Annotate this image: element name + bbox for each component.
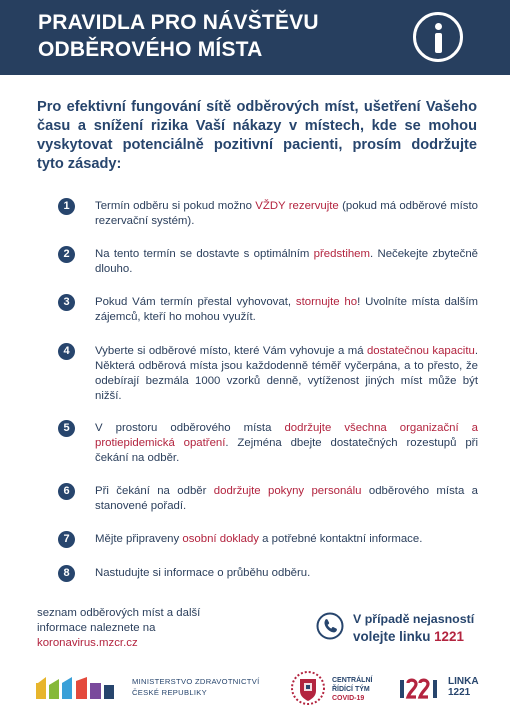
rule-number-badge: 2	[58, 246, 75, 263]
rule-highlight: dodržujte všechna organizační a protiepidemická opatření	[95, 422, 478, 449]
crt-name	[332, 676, 402, 703]
rule-text-part: odběrového místa a stanovené pořadí.	[95, 485, 478, 512]
header-banner	[0, 0, 510, 75]
footer-info-line-1: seznam odběrových míst a další	[37, 607, 201, 619]
rule-text-part: ! Uvolníte místa dalším zájemců, kteří ho mohou využít.	[95, 296, 479, 323]
crt-line-3: COVID-19	[332, 695, 365, 702]
linka-logo-icon	[398, 677, 444, 701]
rule-number-badge: 1	[58, 198, 75, 215]
rule-number-badge: 5	[58, 420, 75, 437]
rule-highlight: osobní doklady	[182, 533, 260, 545]
hotline-number[interactable]: 1221	[434, 629, 464, 644]
rule-text	[95, 247, 478, 277]
rule-number-badge: 6	[58, 483, 75, 500]
linka-line-2: 1221	[448, 687, 471, 698]
ministry-line-2: ČESKÉ REPUBLIKY	[132, 688, 207, 697]
rule-text	[95, 566, 478, 581]
rule-text-part: . Některá odběrová místa jsou každodenně téměř vyčerpána, a to přesto, že odebírají bezmála 1000 vzorků denně, vytíženost jiných míst může být nižší.	[95, 345, 478, 402]
hotline-line-2	[353, 628, 483, 645]
ministry-line-1: MINISTERSTVO ZDRAVOTNICTVÍ	[132, 677, 260, 686]
crest-icon	[290, 669, 326, 707]
rule-text-part: a potřebné kontaktní informace.	[259, 533, 423, 545]
rule-text-part: Mějte připraveny	[95, 533, 183, 545]
rule-highlight: předstihem	[313, 248, 371, 260]
page-title	[38, 9, 418, 63]
rule-highlight: VŽDY rezervujte	[255, 200, 339, 212]
ministry-name	[132, 676, 282, 698]
phone-icon	[316, 612, 344, 640]
linka-name	[448, 676, 498, 698]
rule-text-part: Při čekání na odběr	[95, 485, 214, 497]
crt-line-1: CENTRÁLNÍ	[332, 677, 373, 684]
rule-text-part: Pokud Vám termín přestal vyhovovat,	[95, 296, 296, 308]
rule-highlight: dodržujte pokyny personálu	[213, 485, 362, 497]
logo-bar	[0, 665, 510, 715]
rule-number-badge: 7	[58, 531, 75, 548]
ministry-logo	[36, 677, 124, 699]
rule-text	[95, 295, 478, 325]
rule-text-part: Na tento termín se dostavte s optimálním	[95, 248, 314, 260]
title-line-2: ODBĚROVÉHO MÍSTA	[38, 38, 263, 61]
hotline-prefix: volejte linku	[353, 629, 435, 644]
rule-text	[95, 484, 478, 514]
rule-text-part: Nastudujte si informace o průběhu odběru.	[95, 567, 311, 579]
rule-text	[95, 199, 478, 229]
rule-highlight: dostatečnou kapacitu	[366, 345, 475, 357]
website-link[interactable]: koronavirus.mzcr.cz	[37, 637, 138, 649]
rule-number-badge: 4	[58, 343, 75, 360]
rule-text	[95, 344, 478, 404]
rule-number-badge: 8	[58, 565, 75, 582]
title-line-1: PRAVIDLA PRO NÁVŠTĚVU	[38, 11, 319, 34]
rule-text-part: . Nečekejte zbytečně dlouho.	[95, 248, 478, 275]
hotline-box	[353, 611, 483, 645]
footer-info	[37, 606, 237, 651]
intro-paragraph: Pro efektivní fungování sítě odběrových míst, ušetření Vašeho času a snížení rizika Vaší nákazy v místech, kde se mohou vyskytovat potenciálně pozitivní pacienti, prosím dodržujte tyto zásady:	[37, 99, 477, 172]
rule-text	[95, 421, 478, 466]
info-icon	[413, 12, 463, 62]
rule-text-part: (pokud má odběrové místo rezervační systém).	[95, 200, 478, 227]
rule-highlight: stornujte ho	[295, 296, 358, 308]
linka-line-1: LINKA	[448, 676, 479, 687]
rule-text-part: Termín odběru si pokud možno	[95, 200, 256, 212]
rule-number-badge: 3	[58, 294, 75, 311]
rule-text-part: . Zejména dbejte dostatečných rozestupů při čekání na odběr.	[95, 437, 478, 464]
crt-line-2: ŘÍDÍCÍ TÝM	[332, 686, 370, 693]
rule-text-part: V prostoru odběrového místa	[95, 422, 285, 434]
rule-text-part: Vyberte si odběrové místo, které Vám vyhovuje a má	[95, 345, 367, 357]
hotline-line-1: V případě nejasností	[353, 612, 475, 626]
rule-text	[95, 532, 478, 547]
footer-info-line-2: informace naleznete na	[37, 622, 156, 634]
